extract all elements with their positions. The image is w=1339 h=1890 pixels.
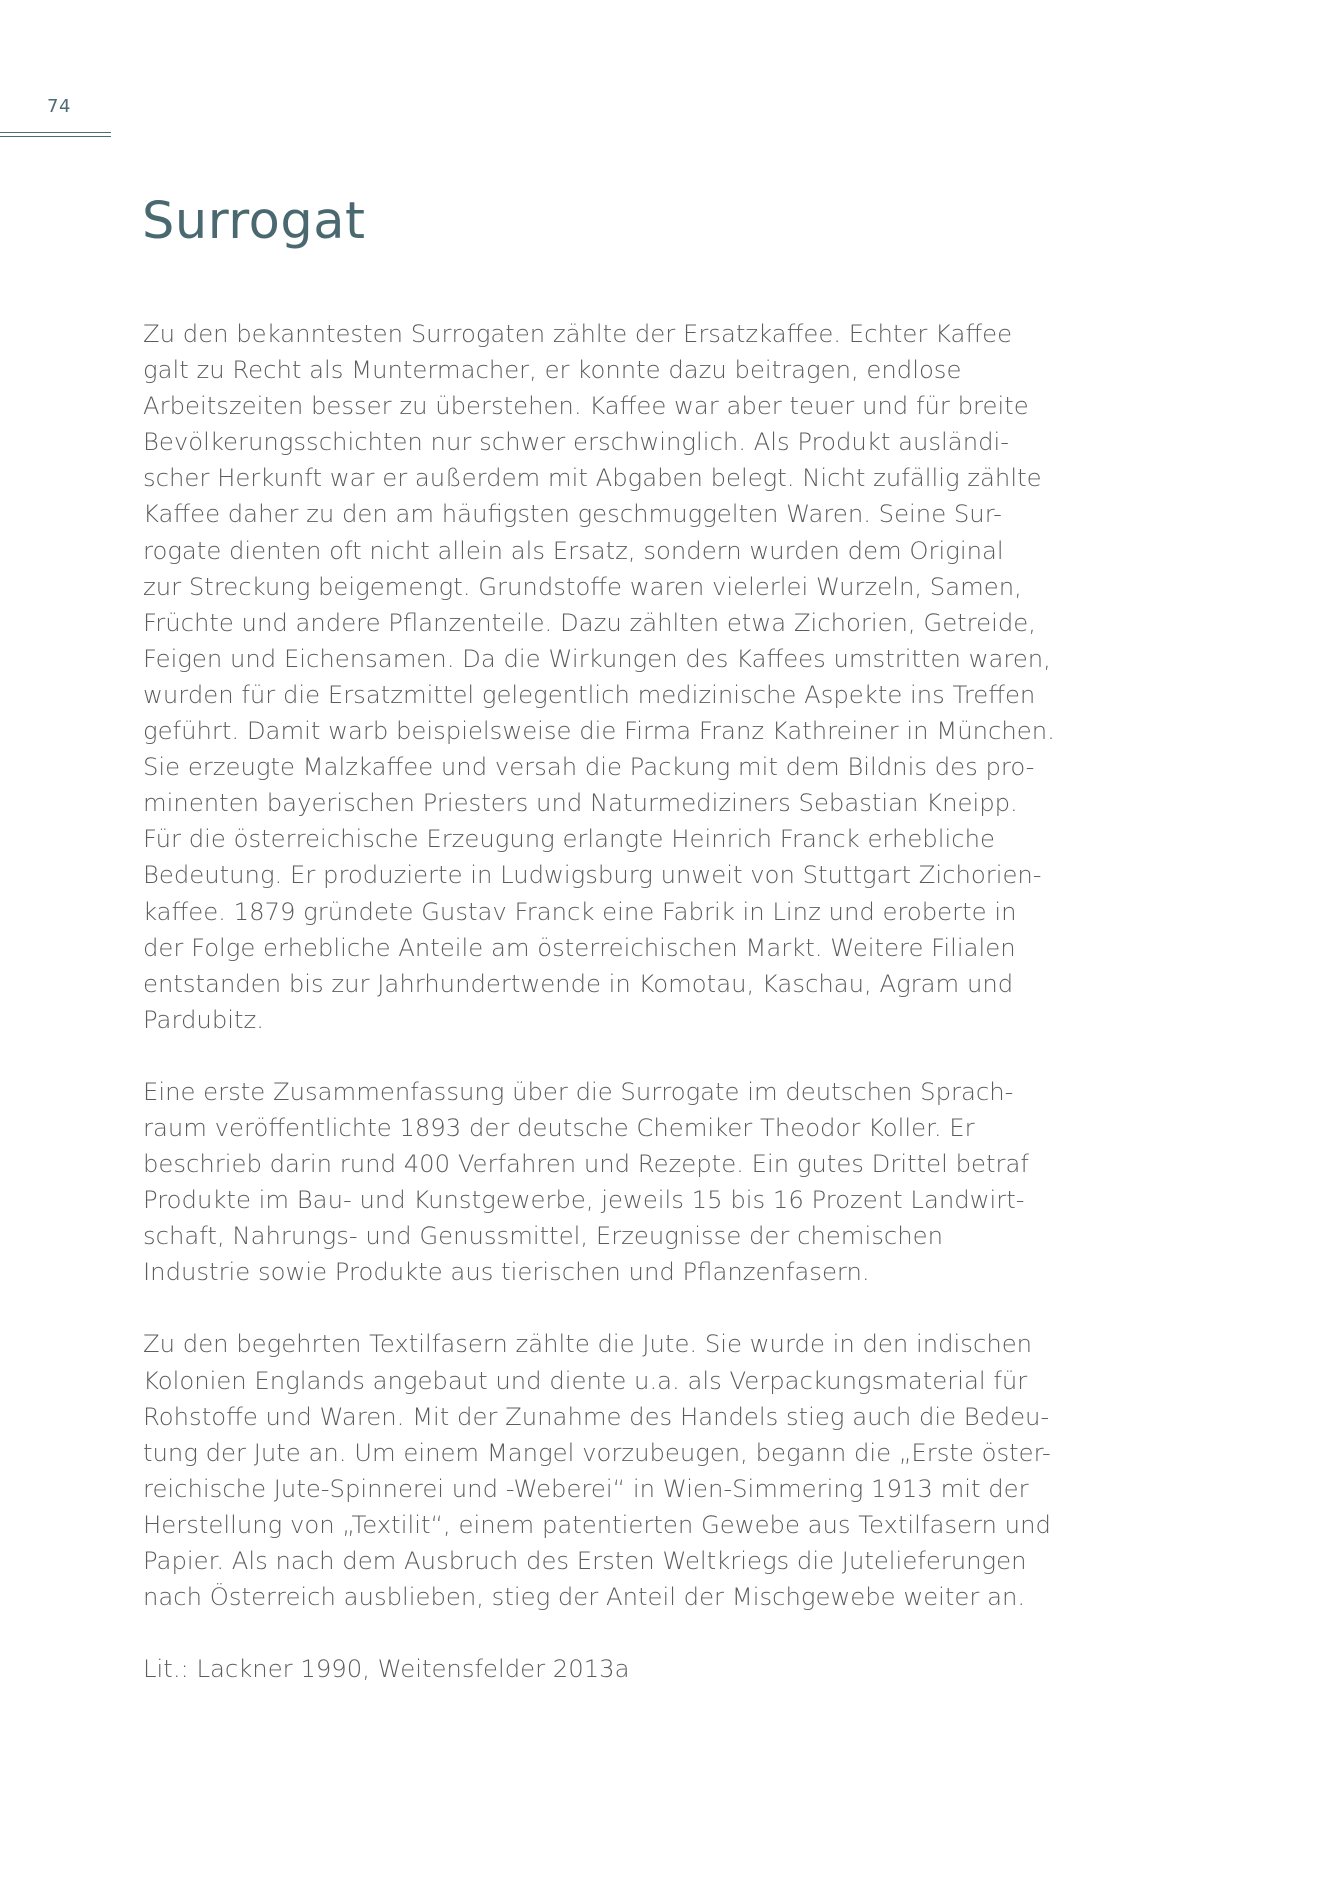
text-line: Früchte und andere Pflanzenteile. Dazu zählten etwa Zichorien, Getreide, [143,607,1036,637]
text-line: Pardubitz. [143,1004,265,1034]
text-line: minenten bayerischen Priesters und Naturmediziners Sebastian Kneipp. [143,788,1018,818]
text-line: wurden für die Ersatzmittel gelegentlich medizinische Aspekte ins Treffen [143,679,1036,709]
text-line: nach Österreich ausblieben, stieg der Anteil der Mischgewebe weiter an. [143,1582,1026,1612]
text-line: Kolonien Englands angebaut und diente u.a. als Verpackungsmaterial für [143,1365,1028,1395]
text-line: beschrieb darin rund 400 Verfahren und Rezepte. Ein gutes Drittel betraf [143,1149,1029,1179]
literature-reference: Lit.: Lackner 1990, Weitensfelder 2013a [143,1654,630,1684]
text-line: scher Herkunft war er außerdem mit Abgaben belegt. Nicht zufällig zählte [143,463,1042,493]
text-line: Zu den bekanntesten Surrogaten zählte der Ersatzkaffee. Echter Kaffee [143,319,1013,348]
text-line: der Folge erhebliche Anteile am österreichischen Markt. Weitere Filialen [143,932,1016,962]
text-line: rogate dienten oft nicht allein als Ersatz, sondern wurden dem Original [143,535,1004,565]
text-line: Rohstoffe und Waren. Mit der Zunahme des Handels stieg auch die Bedeu- [143,1401,1050,1431]
page-number: 74 [47,96,71,117]
text-line: Produkte im Bau- und Kunstgewerbe, jeweils 15 bis 16 Prozent Landwirt- [143,1185,1025,1215]
header-rule-top [0,132,111,133]
paragraph-3 [143,1326,1051,1615]
text-line: galt zu Recht als Muntermacher, er konnte dazu beitragen, endlose [143,355,962,385]
text-line: Für die österreichische Erzeugung erlangte Heinrich Franck erhebliche [143,824,995,854]
text-line: zur Streckung beigemengt. Grundstoffe waren vielerlei Wurzeln, Samen, [143,571,1022,601]
text-line: Herstellung von „Textilit“, einem patentierten Gewebe aus Textilfasern und [143,1509,1051,1539]
header-rule-bottom [0,136,111,137]
text-line: kaffee. 1879 gründete Gustav Franck eine Fabrik in Linz und eroberte in [143,896,1017,926]
text-line: Zu den begehrten Textilfasern zählte die Jute. Sie wurde in den indischen [143,1329,1033,1359]
body-text [143,316,1055,1687]
text-line: Kaffee daher zu den am häufigsten geschmuggelten Waren. Seine Sur- [143,499,1002,529]
text-line: Arbeitszeiten besser zu überstehen. Kaffee war aber teuer und für breite [143,391,1029,421]
text-line: schaft, Nahrungs- und Genussmittel, Erzeugnisse der chemischen [143,1221,943,1251]
text-line: Sie erzeugte Malzkaffee und versah die Packung mit dem Bildnis des pro- [143,752,1035,782]
paragraph-2 [143,1074,1043,1291]
text-line: Feigen und Eichensamen. Da die Wirkungen des Kaffees umstritten waren, [143,643,1051,673]
text-line: Papier. Als nach dem Ausbruch des Ersten Weltkriegs die Jutelieferungen [143,1546,1027,1575]
page-title: Surrogat [142,192,366,251]
text-line: raum veröffentlichte 1893 der deutsche Chemiker Theodor Koller. Er [143,1112,975,1142]
text-line: Eine erste Zusammenfassung über die Surrogate im deutschen Sprach- [143,1076,1014,1106]
text-line: Bevölkerungsschichten nur schwer erschwinglich. Als Produkt ausländi- [143,427,1010,457]
paragraph-1 [143,316,1055,1038]
text-line: entstanden bis zur Jahrhundertwende in Komotau, Kaschau, Agram und [143,968,1014,998]
text-line: Industrie sowie Produkte aus tierischen und Pflanzenfasern. [143,1257,870,1287]
text-line: reichische Jute-Spinnerei und -Weberei“ in Wien-Simmering 1913 mit der [143,1473,1029,1503]
text-line: tung der Jute an. Um einem Mangel vorzubeugen, begann die „Erste öster- [143,1437,1051,1467]
text-line: geführt. Damit warb beispielsweise die Firma Franz Kathreiner in München. [143,716,1055,746]
text-line: Bedeutung. Er produzierte in Ludwigsburg unweit von Stuttgart Zichorien- [143,860,1042,890]
